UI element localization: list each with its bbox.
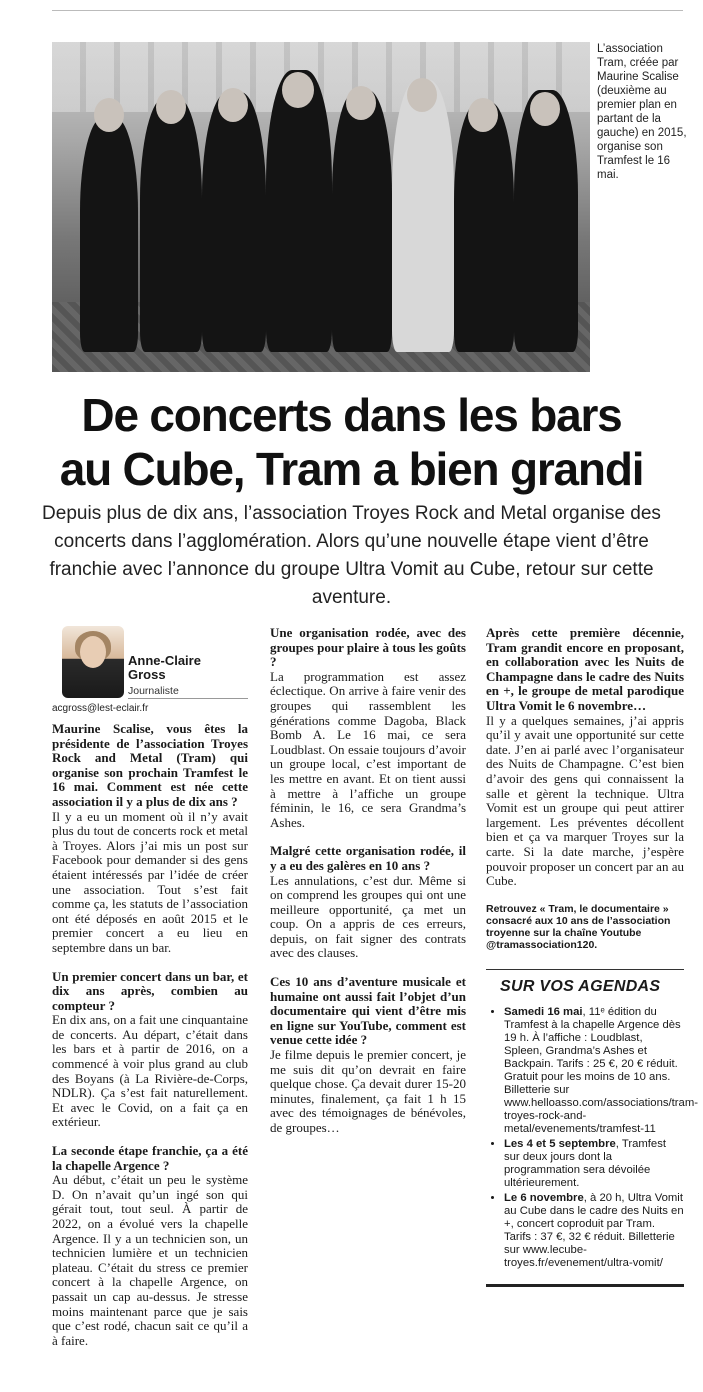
headline-line2: au Cube, Tram a bien grandi [59, 443, 644, 495]
qa-6 [270, 975, 466, 1136]
agenda-item: • Samedi 16 mai, 11ᵉ édition du Tramfest à la chapelle Argence dès 19 h. À l’affiche : Loudblast, Spleen, Grandma’s Ashes et Backpain. Tarifs : 25 €, 20 € réduit. Gratuit pour les moins de 10 ans. Billetterie sur www.helloasso.com/associations/tram-troyes-rock-and-metal/evenements/tramfest-11 [504, 1006, 684, 1136]
headline [20, 388, 683, 496]
question: Malgré cette organisation rodée, il y a eu des galères en 10 ans ? [270, 843, 466, 873]
answer: Il y a eu un moment où il n’y avait plus du tout de concerts rock et metal à Troyes. Alors j’ai mis un post sur Facebook pour demander si des gens étaient intéressés par l’idée de créer une association. Tout s’est fait comme ça, les statuts de l’association ont été déposés en août 2015 et le premier concert a eu lieu en septembre dans un bar. [52, 808, 248, 955]
lead-paragraph: Depuis plus de dix ans, l’association Troyes Rock and Metal organise des concerts dans l’agglomération. Alors qu’une nouvelle étape vient d’être franchie avec l’annonce du groupe Ultra Vomit au Cube, retour sur cette aventure. [42, 503, 661, 608]
column-1 [52, 626, 248, 1362]
author-photo [62, 626, 124, 698]
agenda-list [486, 1006, 698, 1270]
agenda-box [486, 969, 698, 1288]
group-photo [52, 42, 590, 372]
answer: Il y a quelques semaines, j’ai appris qu’il y avait une opportunité sur cette date. J’en ai parlé avec l’organisateur des Nuits de Champagne. C’est bien d’avoir des gens qui connaissent la salle et gèrent la technique. Ultra Vomit est un groupe qui peut attirer largement. Les préventes décollent bien et ça va marquer Troyes sur la carte. Si la date marche, j’espère pouvoir proposer un concert par an au Cube. [486, 712, 684, 889]
author-email: acgross@lest-eclair.fr [52, 703, 149, 714]
question: Ces 10 ans d’aventure musicale et humaine ont aussi fait l’objet d’un documentaire qui vient d’être mis en ligne sur YouTube, comment est venue cette idée ? [270, 974, 466, 1048]
qa-2 [52, 970, 248, 1131]
question: La seconde étape franchie, ça a été la chapelle Argence ? [52, 1143, 248, 1173]
author-name: Anne-Claire Gross [128, 653, 201, 682]
photo-caption: L’association Tram, créée par Maurine Scalise (deuxième au premier plan en partant de la gauche) en 2015, organise son Tramfest le 16 mai. [597, 43, 687, 181]
agenda-item: • Les 4 et 5 septembre, Tramfest sur deux jours dont la programmation sera dévoilée ultérieurement. [504, 1138, 684, 1190]
headline-line1: De concerts dans les bars [81, 389, 622, 441]
question: Après cette première décennie, Tram grandit encore en proposant, en collaboration avec les Nuits de Champagne dans le cadre des Nuits en +, le groupe de metal parodique Ultra Vomit le 6 novembre… [486, 625, 684, 713]
agenda-item: • Le 6 novembre, à 20 h, Ultra Vomit au Cube dans le cadre des Nuits en +, concert coproduit par Tram. Tarifs : 37 €, 32 € réduit. Billetterie sur www.lecube-troyes.fr/evenement/ultra-vomit/ [504, 1192, 684, 1270]
top-rule [52, 10, 683, 11]
answer: Les annulations, c’est dur. Même si on comprend les groupes qui ont une meilleure opportunité, ça met un coup. On a appris de ces erreurs, depuis, on fait signer des contrats avec des clauses. [270, 872, 466, 961]
answer: Je filme depuis le premier concert, je me suis dit qu’on devrait en faire quelque chose. Ça devait durer 15-20 minutes, finalement, ça fait 1 h 15 avec des témoignages de bénévoles, de groupes… [270, 1047, 466, 1135]
qa-1 [52, 722, 248, 956]
question: Un premier concert dans un bar, et dix ans après, combien au compteur ? [52, 968, 248, 1013]
column-2 [270, 626, 466, 1150]
column-3 [486, 625, 698, 1287]
qa-3 [52, 1144, 248, 1348]
question: Maurine Scalise, vous êtes la présidente de l’association Troyes Rock and Metal (Tram) qui organise son prochain Tramfest le 16 mai. Comment est née cette association il y a plus de dix ans ? [52, 721, 248, 809]
answer: Au début, c’était un peu le système D. On n’avait qu’un ingé son qui gérait tout, tout seul. À partir de 2022, on a évolué vers la chapelle Argence. Il y a un technicien son, un technicien lumière et un technicien plateau. C’était du stress ce premier concert à la chapelle Argence, on passait un cap au-dessus. Je stresse moins maintenant parce que je sais que c’est rodé, chacun sait ce qu’il a à faire. [52, 1172, 248, 1348]
answer: En dix ans, on a fait une cinquantaine de concerts. Au départ, c’était dans les bars et à partir de 2016, on a commencé à voir plus grand au club des Boyans (à La Rivière-de-Corps, NDLR). Ça s’est fait naturellement. Et avec le Covid, on a fait ça en extérieur. [52, 1012, 248, 1130]
qa-4 [270, 626, 466, 830]
author-box [52, 626, 248, 718]
answer: La programmation est assez éclectique. On arrive à faire venir des groupes qui rassemblent les générations comme Dagoba, Black Bomb A. Le 16 mai, ce sera Loudblast. On essaie toujours d’avoir un groupe local, c’est important de les mettre en avant. Et on tient aussi à mettre à l’affiche un groupe féminin, le 16, ce sera Grandma’s Ashes. [270, 668, 466, 830]
question: Une organisation rodée, avec des groupes pour plaire à tous les goûts ? [270, 625, 466, 670]
qa-5 [270, 844, 466, 961]
agenda-title: SUR VOS AGENDAS [500, 977, 661, 995]
documentary-credit: Retrouvez « Tram, le documentaire » consacré aux 10 ans de l’association troyenne sur la chaîne Youtube @tramassociation120. [486, 902, 671, 951]
author-role: Journaliste [128, 685, 179, 697]
qa-7 [486, 626, 684, 889]
